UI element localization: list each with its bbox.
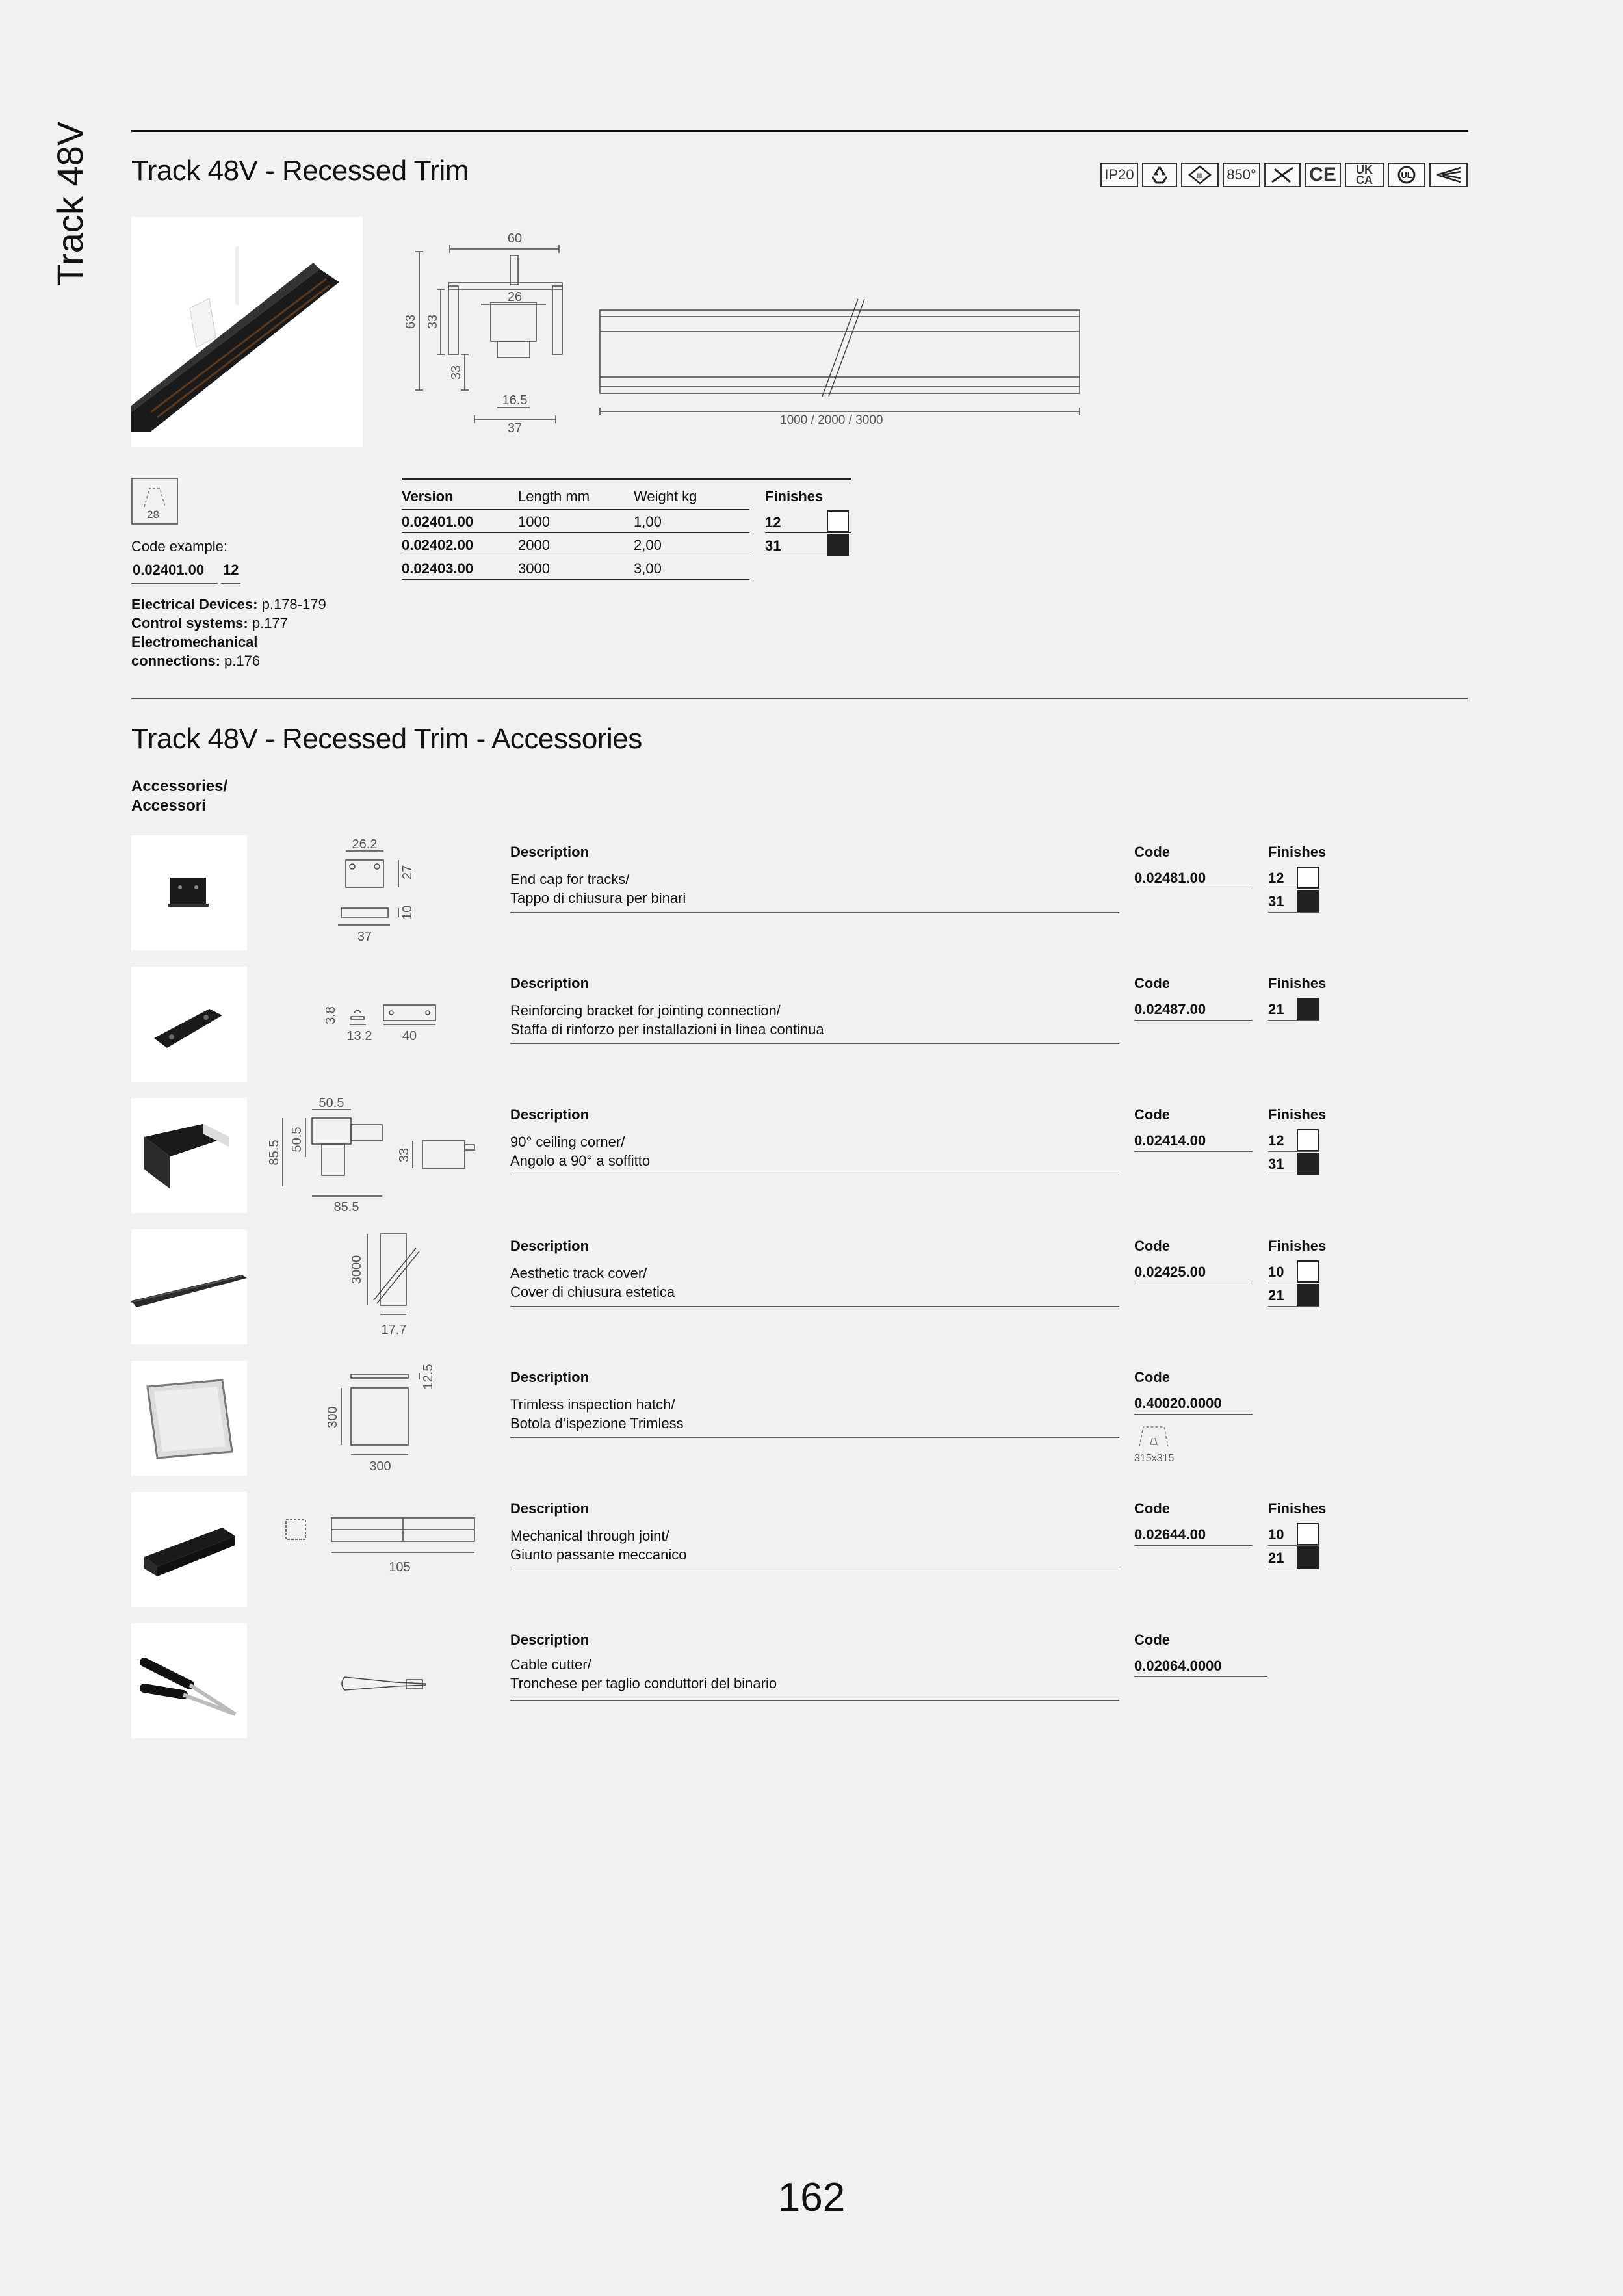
code-header: Code xyxy=(1134,1106,1170,1123)
svg-text:40: 40 xyxy=(402,1029,417,1043)
svg-text:13.2: 13.2 xyxy=(346,1029,372,1043)
class-iii-icon xyxy=(1181,163,1219,187)
svg-text:50.5: 50.5 xyxy=(318,1096,344,1110)
accessory-description: Botola d’ispezione Trimless xyxy=(510,1415,684,1431)
code-example-label: Code example: xyxy=(131,538,227,554)
through-wiring-icon xyxy=(1429,163,1468,187)
table-row-weight: 1,00 xyxy=(634,514,662,530)
accessory-code: 0.02644.00 xyxy=(1134,1526,1206,1543)
dim-width: 60 xyxy=(507,231,523,246)
table-row-weight: 2,00 xyxy=(634,537,662,553)
finish-code: 12 xyxy=(765,514,781,530)
svg-text:85.5: 85.5 xyxy=(267,1140,281,1166)
accessory-description: Trimless inspection hatch/ xyxy=(510,1396,675,1413)
ip20-icon: IP20 xyxy=(1100,163,1138,187)
svg-text:33: 33 xyxy=(397,1147,411,1163)
accessory-description: Aesthetic track cover/ xyxy=(510,1265,647,1281)
temp-850-icon: 850° xyxy=(1223,163,1260,187)
table-row-version: 0.02403.00 xyxy=(402,560,474,577)
code-header: Code xyxy=(1134,844,1170,860)
ref-electrical: Electrical Devices: p.178-179 xyxy=(131,596,326,612)
svg-text:300: 300 xyxy=(369,1459,391,1474)
finish-swatch-white xyxy=(1297,1129,1319,1151)
finish-code: 10 xyxy=(1268,1526,1284,1543)
ref-electromechanical: Electromechanical xyxy=(131,634,258,650)
accessory-code: 0.02425.00 xyxy=(1134,1264,1206,1280)
cutout-dim: 315x315 xyxy=(1134,1453,1175,1464)
accessories-title: Track 48V - Recessed Trim - Accessories xyxy=(131,723,642,755)
accessory-description: Staffa di rinforzo per installazioni in linea continua xyxy=(510,1021,824,1037)
finish-swatch-black xyxy=(1297,1546,1319,1569)
ukca-icon: UK CA xyxy=(1345,163,1384,187)
ce-icon: CE xyxy=(1305,163,1341,187)
side-title: Track 48V xyxy=(49,121,90,286)
finish-swatch-white xyxy=(827,510,849,532)
table-header-finishes: Finishes xyxy=(765,488,824,504)
finishes-header: Finishes xyxy=(1268,1500,1327,1517)
no-cut-icon xyxy=(1264,163,1301,187)
table-row-length: 1000 xyxy=(518,514,550,530)
ref-control: Control systems: p.177 xyxy=(131,615,288,631)
finish-swatch-black xyxy=(1297,998,1319,1020)
finish-swatch-black xyxy=(1297,890,1319,912)
accessory-description: Cable cutter/ xyxy=(510,1656,591,1673)
accessory-drawing-cover xyxy=(338,1229,442,1339)
svg-text:UL: UL xyxy=(1401,170,1412,180)
cutout-dim: 28 xyxy=(147,508,159,521)
accessory-code: 0.40020.0000 xyxy=(1134,1395,1222,1411)
accessory-drawing-cable-cutter xyxy=(338,1664,442,1703)
accessory-photo-end-cap xyxy=(131,835,247,950)
svg-text:12.5: 12.5 xyxy=(421,1364,435,1390)
svg-text:III: III xyxy=(1197,172,1203,180)
code-example-code: 0.02401.00 xyxy=(133,562,205,578)
table-row-length: 3000 xyxy=(518,560,550,577)
description-header: Description xyxy=(510,975,590,991)
dim-height: 63 xyxy=(404,314,418,330)
finish-code: 21 xyxy=(1268,1287,1284,1303)
description-header: Description xyxy=(510,1500,590,1517)
code-header: Code xyxy=(1134,1369,1170,1385)
code-header: Code xyxy=(1134,1632,1170,1648)
accessory-photo-hatch xyxy=(131,1361,247,1476)
finishes-header: Finishes xyxy=(1268,1238,1327,1254)
finish-code: 21 xyxy=(1268,1001,1284,1017)
code-header: Code xyxy=(1134,975,1170,991)
finish-swatch-white xyxy=(1297,867,1319,889)
svg-text:10: 10 xyxy=(400,905,415,920)
finish-code: 12 xyxy=(1268,1132,1284,1149)
accessory-drawing-end-cap xyxy=(322,835,439,952)
finish-code: 31 xyxy=(1268,893,1284,909)
accessory-drawing-hatch xyxy=(328,1359,452,1476)
accessory-description: Tappo di chiusura per binari xyxy=(510,890,686,906)
finish-code: 12 xyxy=(1268,870,1284,886)
svg-text:50.5: 50.5 xyxy=(290,1127,304,1153)
product-title: Track 48V - Recessed Trim xyxy=(131,155,469,187)
accessory-photo-corner xyxy=(131,1098,247,1213)
finish-code: 31 xyxy=(765,538,781,554)
top-rule xyxy=(131,130,1468,132)
finish-swatch-black xyxy=(827,534,849,556)
accessories-subtitle: Accessori xyxy=(131,797,206,815)
accessory-drawing-bracket xyxy=(322,988,452,1053)
product-section-drawing xyxy=(396,224,604,439)
table-row-weight: 3,00 xyxy=(634,560,662,577)
description-header: Description xyxy=(510,844,590,860)
table-row-version: 0.02402.00 xyxy=(402,537,474,553)
accessory-code: 0.02481.00 xyxy=(1134,870,1206,886)
svg-text:17.7: 17.7 xyxy=(381,1323,407,1337)
accessory-photo-cover xyxy=(131,1229,247,1344)
table-header-length: Length mm xyxy=(518,488,590,504)
description-header: Description xyxy=(510,1369,590,1385)
product-side-drawing xyxy=(595,296,1089,432)
table-row-version: 0.02401.00 xyxy=(402,514,474,530)
accessory-drawing-joint xyxy=(279,1502,487,1580)
table-header-weight: Weight kg xyxy=(634,488,697,504)
table-row-length: 2000 xyxy=(518,537,550,553)
dim-lengths: 1000 / 2000 / 3000 xyxy=(780,413,883,427)
accessory-code: 0.02487.00 xyxy=(1134,1001,1206,1017)
dim-inner: 26 xyxy=(507,290,523,304)
svg-text:300: 300 xyxy=(326,1406,340,1428)
dim-lower: 33 xyxy=(449,365,463,380)
description-header: Description xyxy=(510,1106,590,1123)
description-header: Description xyxy=(510,1632,590,1648)
accessory-code: 0.02064.0000 xyxy=(1134,1658,1222,1674)
accessory-description: Cover di chiusura estetica xyxy=(510,1284,675,1300)
code-header: Code xyxy=(1134,1238,1170,1254)
accessory-photo-cable-cutter xyxy=(131,1623,247,1738)
dim-bottom: 16.5 xyxy=(502,393,528,408)
finish-code: 31 xyxy=(1268,1156,1284,1172)
ul-icon xyxy=(1388,163,1425,187)
svg-text:105: 105 xyxy=(389,1560,411,1574)
finish-swatch-white xyxy=(1297,1260,1319,1283)
accessory-photo-joint xyxy=(131,1492,247,1607)
accessory-description: Reinforcing bracket for jointing connection/ xyxy=(510,1002,781,1019)
page-number: 162 xyxy=(777,2175,846,2220)
recycle-icon xyxy=(1142,163,1177,187)
ref-connections: connections: p.176 xyxy=(131,653,261,669)
finishes-header: Finishes xyxy=(1268,844,1327,860)
svg-text:3000: 3000 xyxy=(350,1255,364,1285)
svg-text:26.2: 26.2 xyxy=(352,837,378,852)
accessory-drawing-corner xyxy=(260,1095,507,1219)
finish-code: 21 xyxy=(1268,1550,1284,1566)
svg-text:37: 37 xyxy=(357,930,372,944)
finish-swatch-black xyxy=(1297,1284,1319,1306)
finish-swatch-black xyxy=(1297,1153,1319,1175)
description-header: Description xyxy=(510,1238,590,1254)
finishes-header: Finishes xyxy=(1268,975,1327,991)
accessory-description: Mechanical through joint/ xyxy=(510,1528,669,1544)
accessory-description: 90° ceiling corner/ xyxy=(510,1134,625,1150)
finishes-header: Finishes xyxy=(1268,1106,1327,1123)
product-photo xyxy=(131,217,363,447)
svg-text:85.5: 85.5 xyxy=(333,1200,359,1214)
accessory-photo-bracket xyxy=(131,967,247,1082)
dim-base: 37 xyxy=(507,421,523,436)
dim-upper: 33 xyxy=(426,314,440,330)
svg-text:3.8: 3.8 xyxy=(324,1006,338,1024)
accessory-code: 0.02414.00 xyxy=(1134,1132,1206,1149)
finish-code: 10 xyxy=(1268,1264,1284,1280)
accessory-description: Angolo a 90° a soffitto xyxy=(510,1153,651,1169)
svg-text:27: 27 xyxy=(400,865,415,880)
finish-swatch-white xyxy=(1297,1523,1319,1545)
code-example-finish: 12 xyxy=(223,562,239,578)
cutout-icon xyxy=(1134,1424,1180,1450)
code-header: Code xyxy=(1134,1500,1170,1517)
accessory-description: Giunto passante meccanico xyxy=(510,1546,687,1563)
section-rule xyxy=(131,698,1468,699)
accessory-description: Tronchese per taglio conduttori del binario xyxy=(510,1675,777,1691)
accessory-description: End cap for tracks/ xyxy=(510,871,630,887)
accessories-subtitle: Accessories/ xyxy=(131,777,228,795)
table-header-version: Version xyxy=(402,488,454,504)
